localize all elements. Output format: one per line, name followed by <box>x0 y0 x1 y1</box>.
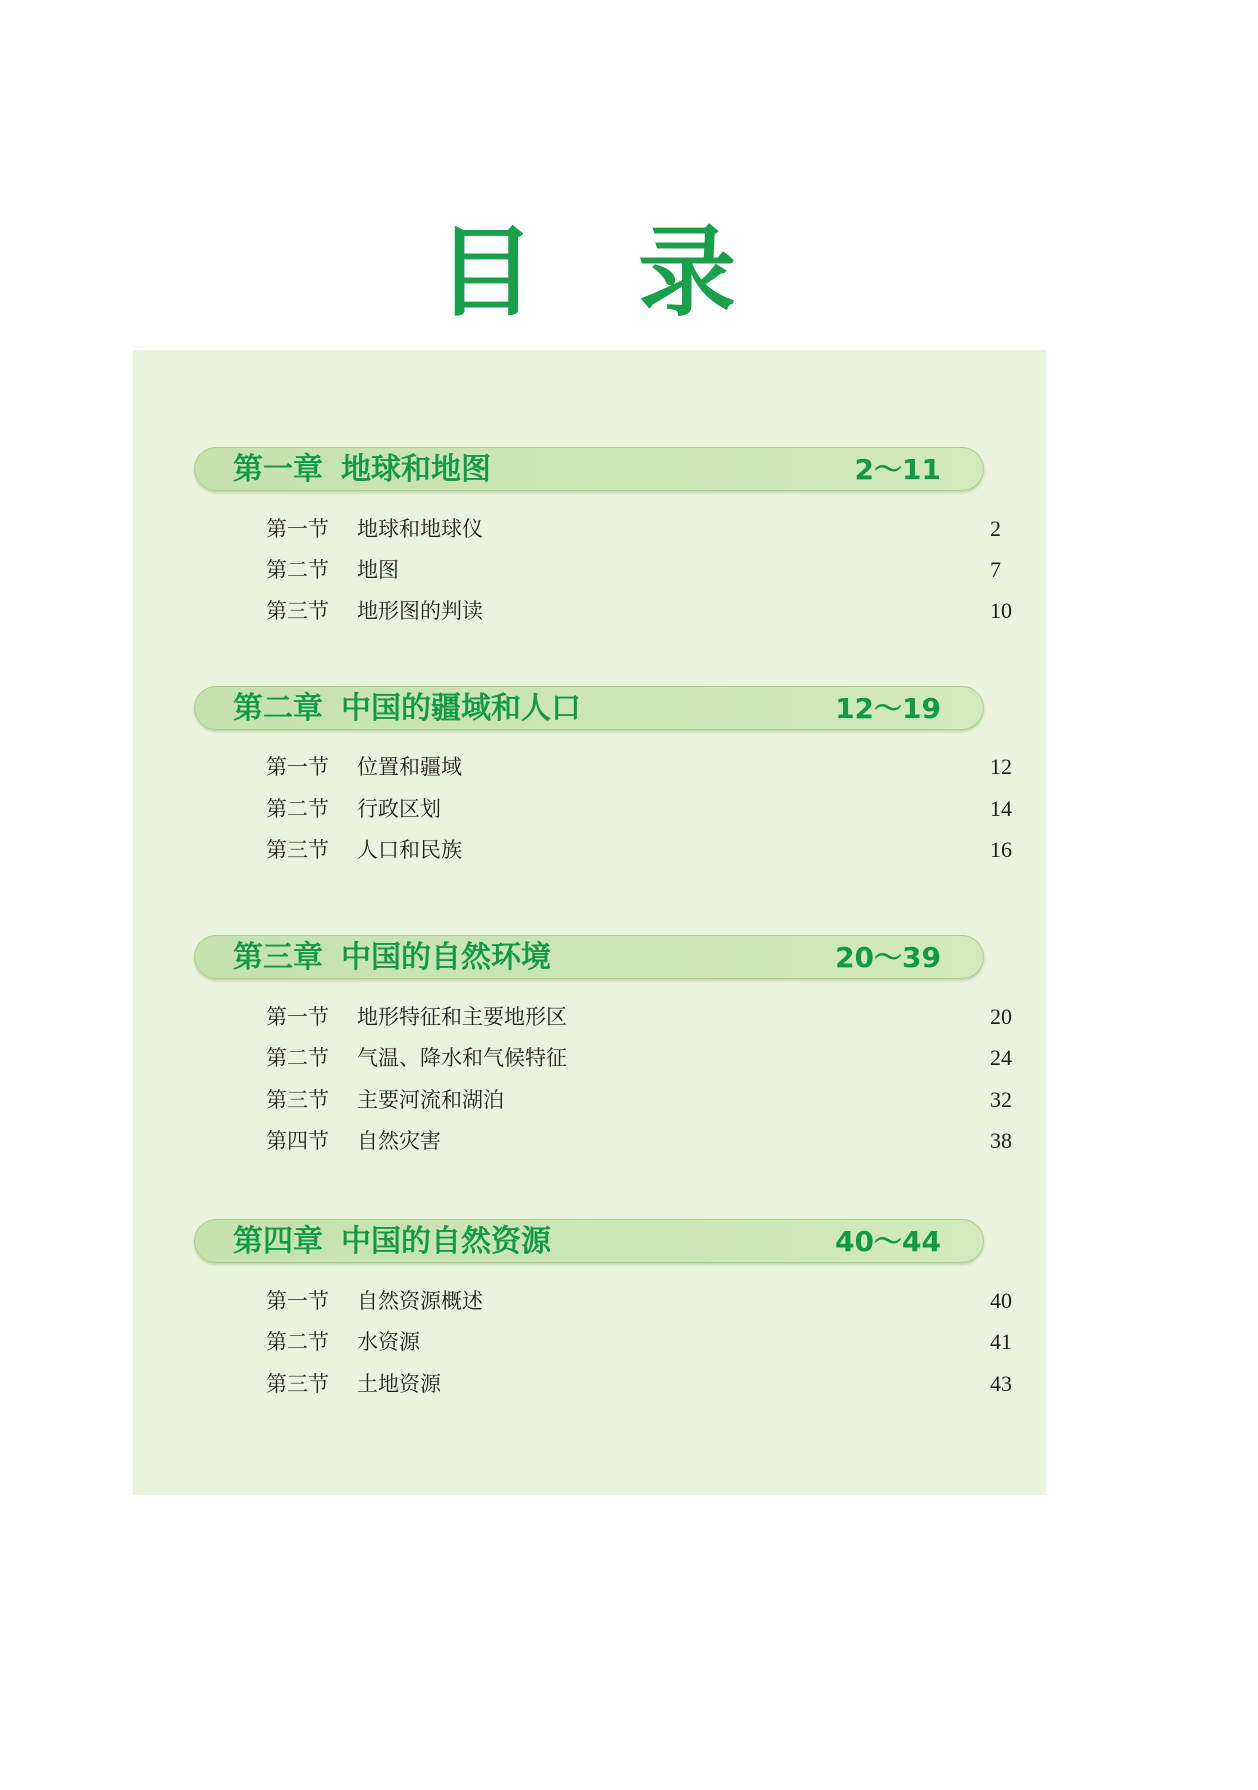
chapter-2-pages: 12～19 <box>835 692 941 725</box>
chapter-2-number: 第二章 <box>233 691 323 726</box>
section-title: 自然灾害 <box>357 1129 441 1153</box>
section-number: 第三节 <box>266 1372 329 1396</box>
chapter-2-heading[interactable] <box>194 686 984 730</box>
chapter-1-section-3[interactable] <box>266 595 1012 627</box>
section-page: 41 <box>990 1329 1012 1354</box>
toc-title-char-1: 目 <box>437 216 536 330</box>
chapter-1-number: 第一章 <box>233 452 323 487</box>
section-page: 2 <box>990 516 1001 541</box>
chapter-1-title: 地球和地图 <box>341 452 491 487</box>
chapter-4-label <box>233 1220 551 1264</box>
section-number: 第一节 <box>266 755 329 779</box>
section-number: 第三节 <box>266 838 329 862</box>
toc-panel <box>133 350 1046 1495</box>
section-title: 地球和地球仪 <box>357 517 483 541</box>
section-title: 行政区划 <box>357 797 441 821</box>
section-page: 32 <box>990 1087 1012 1112</box>
section-number: 第一节 <box>266 1289 329 1313</box>
chapter-4-pages: 40～44 <box>835 1225 941 1258</box>
chapter-4-section-2[interactable] <box>266 1326 1012 1358</box>
section-number: 第三节 <box>266 1088 329 1112</box>
chapter-4-number: 第四章 <box>233 1224 323 1259</box>
chapter-3-number: 第三章 <box>233 940 323 975</box>
section-title: 地形特征和主要地形区 <box>357 1005 567 1029</box>
section-page: 38 <box>990 1128 1012 1153</box>
chapter-2-section-3[interactable] <box>266 834 1012 866</box>
chapter-1-heading[interactable] <box>194 447 984 491</box>
toc-title-char-2: 录 <box>638 216 737 330</box>
chapter-3-section-2[interactable] <box>266 1042 1012 1074</box>
chapter-3-heading[interactable] <box>194 935 984 979</box>
chapter-1-section-2[interactable] <box>266 554 1001 586</box>
chapter-1-section-1[interactable] <box>266 513 1001 545</box>
section-page: 14 <box>990 796 1012 821</box>
section-number: 第二节 <box>266 797 329 821</box>
section-number: 第一节 <box>266 517 329 541</box>
section-title: 土地资源 <box>357 1372 441 1396</box>
chapter-2-label <box>233 687 581 731</box>
section-page: 24 <box>990 1045 1012 1070</box>
section-number: 第一节 <box>266 1005 329 1029</box>
section-page: 7 <box>990 557 1001 582</box>
chapter-2-title: 中国的疆域和人口 <box>341 691 581 726</box>
chapter-3-section-1[interactable] <box>266 1001 1012 1033</box>
section-title: 人口和民族 <box>357 838 462 862</box>
section-page: 40 <box>990 1288 1012 1313</box>
toc-title <box>0 218 1258 328</box>
chapter-2-section-2[interactable] <box>266 793 1012 825</box>
section-number: 第二节 <box>266 1046 329 1070</box>
section-title: 地形图的判读 <box>357 599 483 623</box>
section-number: 第二节 <box>266 558 329 582</box>
section-title: 位置和疆域 <box>357 755 462 779</box>
section-title: 主要河流和湖泊 <box>357 1088 504 1112</box>
chapter-4-heading[interactable] <box>194 1219 984 1263</box>
chapter-1-label <box>233 448 491 492</box>
section-number: 第四节 <box>266 1129 329 1153</box>
chapter-4-section-3[interactable] <box>266 1368 1012 1400</box>
section-title: 水资源 <box>357 1330 420 1354</box>
section-page: 16 <box>990 837 1012 862</box>
section-page: 10 <box>990 598 1012 623</box>
section-number: 第三节 <box>266 599 329 623</box>
chapter-1-pages: 2～11 <box>854 453 941 486</box>
chapter-3-section-4[interactable] <box>266 1125 1012 1157</box>
chapter-4-section-1[interactable] <box>266 1285 1012 1317</box>
section-page: 20 <box>990 1004 1012 1029</box>
section-page: 43 <box>990 1371 1012 1396</box>
section-number: 第二节 <box>266 1330 329 1354</box>
section-title: 自然资源概述 <box>357 1289 483 1313</box>
chapter-4-title: 中国的自然资源 <box>341 1224 551 1259</box>
chapter-3-pages: 20～39 <box>835 941 941 974</box>
section-title: 地图 <box>357 558 399 582</box>
section-title: 气温、降水和气候特征 <box>357 1046 567 1070</box>
chapter-3-label <box>233 936 551 980</box>
chapter-3-section-3[interactable] <box>266 1084 1012 1116</box>
chapter-2-section-1[interactable] <box>266 751 1012 783</box>
chapter-3-title: 中国的自然环境 <box>341 940 551 975</box>
section-page: 12 <box>990 754 1012 779</box>
